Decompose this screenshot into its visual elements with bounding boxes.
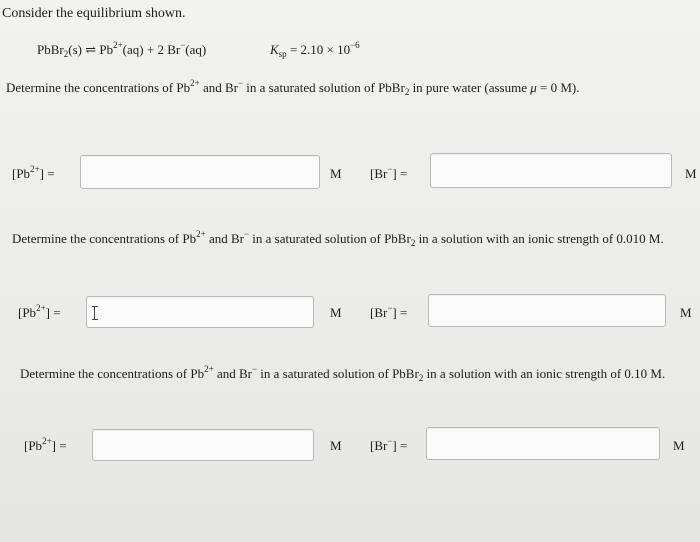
intro-text: Consider the equilibrium shown. — [2, 6, 186, 21]
pb-label-1: $[Pb^{2+}]$ = — [12, 164, 55, 181]
pb-concentration-input-1[interactable] — [80, 155, 320, 189]
question-2-text: Determine the concentrations of $Pb^{2+}$ and Br− in a saturated solution of PbBr$_2$ in a solution with an ionic strength of 0.010 M. — [12, 229, 664, 248]
question-1-text: Determine the concentrations of $Pb^{2+}$ and Br− in a saturated solution of PbBr$_2$ in pure water (assume μ = 0 M). — [6, 78, 580, 97]
unit-label-1a: M — [330, 166, 342, 181]
pb-label-3: $[Pb^{2+}]$ = — [24, 436, 67, 453]
ksp-expression: $K_{sp} = 2.10 \times 10^{-6}$ — [270, 40, 360, 59]
equilibrium-arrow-icon: ⇌ — [85, 42, 97, 57]
text-cursor-icon — [92, 306, 98, 320]
unit-label-3a: M — [330, 438, 342, 453]
br-concentration-input-1[interactable] — [430, 153, 672, 188]
br-label-3: [Br−] = — [370, 436, 408, 453]
br-label-2: [Br−] = — [370, 303, 408, 320]
equilibrium-equation: PbBr$_2$(s) ⇌ $Pb^{2+}(aq) + 2$ Br−(aq) — [37, 40, 207, 59]
unit-label-1b: M — [685, 166, 697, 181]
pb-concentration-input-3[interactable] — [92, 429, 314, 461]
question-3-text: Determine the concentrations of $Pb^{2+}$ and Br− in a saturated solution of PbBr$_2$ in a solution with an ionic strength of 0.10 M. — [20, 364, 666, 383]
pb-label-2: $[Pb^{2+}]$ = — [18, 303, 61, 320]
pb-concentration-input-2[interactable] — [86, 296, 314, 328]
unit-label-2b: M — [680, 305, 692, 320]
br-label-1: [Br−] = — [370, 164, 408, 181]
unit-label-2a: M — [330, 305, 342, 320]
br-concentration-input-2[interactable] — [428, 294, 666, 327]
br-concentration-input-3[interactable] — [426, 427, 660, 460]
unit-label-3b: M — [673, 438, 685, 453]
